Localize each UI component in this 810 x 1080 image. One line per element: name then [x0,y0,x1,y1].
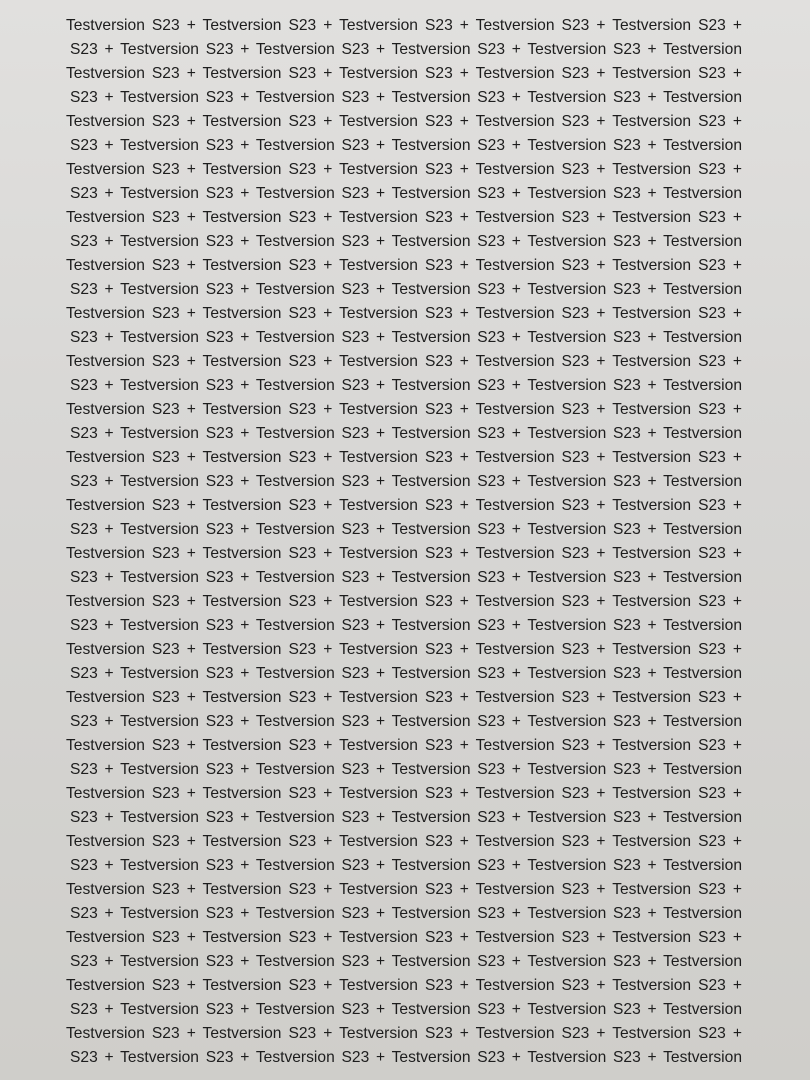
text-line: S23 + Testversion S23 + Testversion S23 + Testversion S23 + Testversion S23 + Testversion [70,377,742,394]
text-line: Testversion S23 + Testversion S23 + Testversion S23 + Testversion S23 + Testversion S23 + [66,401,742,418]
text-line: Testversion S23 + Testversion S23 + Testversion S23 + Testversion S23 + Testversion S23 + [66,737,742,754]
text-line: S23 + Testversion S23 + Testversion S23 + Testversion S23 + Testversion S23 + Testversion [70,569,742,586]
text-line: Testversion S23 + Testversion S23 + Testversion S23 + Testversion S23 + Testversion S23 + [66,113,742,130]
text-line: S23 + Testversion S23 + Testversion S23 + Testversion S23 + Testversion S23 + Testversion [70,1001,742,1018]
text-line: S23 + Testversion S23 + Testversion S23 + Testversion S23 + Testversion S23 + Testversion [70,1049,742,1066]
text-line: Testversion S23 + Testversion S23 + Testversion S23 + Testversion S23 + Testversion S23 + [66,785,742,802]
text-line: Testversion S23 + Testversion S23 + Testversion S23 + Testversion S23 + Testversion S23 + [66,497,742,514]
text-line: S23 + Testversion S23 + Testversion S23 + Testversion S23 + Testversion S23 + Testversion [70,233,742,250]
text-line: S23 + Testversion S23 + Testversion S23 + Testversion S23 + Testversion S23 + Testversion [70,857,742,874]
text-line: S23 + Testversion S23 + Testversion S23 + Testversion S23 + Testversion S23 + Testversion [70,425,742,442]
text-line: S23 + Testversion S23 + Testversion S23 + Testversion S23 + Testversion S23 + Testversion [70,473,742,490]
text-line: Testversion S23 + Testversion S23 + Testversion S23 + Testversion S23 + Testversion S23 + [66,929,742,946]
text-line: S23 + Testversion S23 + Testversion S23 + Testversion S23 + Testversion S23 + Testversion [70,521,742,538]
text-line: Testversion S23 + Testversion S23 + Testversion S23 + Testversion S23 + Testversion S23 + [66,353,742,370]
text-line: S23 + Testversion S23 + Testversion S23 + Testversion S23 + Testversion S23 + Testversion [70,809,742,826]
text-line: Testversion S23 + Testversion S23 + Testversion S23 + Testversion S23 + Testversion S23 + [66,1025,742,1042]
text-line: S23 + Testversion S23 + Testversion S23 + Testversion S23 + Testversion S23 + Testversion [70,137,742,154]
text-line: Testversion S23 + Testversion S23 + Testversion S23 + Testversion S23 + Testversion S23 + [66,977,742,994]
text-line: S23 + Testversion S23 + Testversion S23 + Testversion S23 + Testversion S23 + Testversion [70,953,742,970]
text-line: Testversion S23 + Testversion S23 + Testversion S23 + Testversion S23 + Testversion S23 + [66,65,742,82]
text-line: Testversion S23 + Testversion S23 + Testversion S23 + Testversion S23 + Testversion S23 + [66,209,742,226]
text-line: Testversion S23 + Testversion S23 + Testversion S23 + Testversion S23 + Testversion S23 + [66,689,742,706]
text-line: Testversion S23 + Testversion S23 + Testversion S23 + Testversion S23 + Testversion S23 + [66,17,742,34]
text-line: Testversion S23 + Testversion S23 + Testversion S23 + Testversion S23 + Testversion S23 + [66,833,742,850]
text-line: S23 + Testversion S23 + Testversion S23 + Testversion S23 + Testversion S23 + Testversion [70,185,742,202]
repeated-text-block [66,14,742,1070]
text-line: S23 + Testversion S23 + Testversion S23 + Testversion S23 + Testversion S23 + Testversion [70,617,742,634]
text-line: Testversion S23 + Testversion S23 + Testversion S23 + Testversion S23 + Testversion S23 + [66,305,742,322]
text-line: S23 + Testversion S23 + Testversion S23 + Testversion S23 + Testversion S23 + Testversion [70,665,742,682]
text-line: S23 + Testversion S23 + Testversion S23 + Testversion S23 + Testversion S23 + Testversion [70,329,742,346]
text-line: Testversion S23 + Testversion S23 + Testversion S23 + Testversion S23 + Testversion S23 + [66,449,742,466]
text-line: S23 + Testversion S23 + Testversion S23 + Testversion S23 + Testversion S23 + Testversion [70,281,742,298]
text-line: Testversion S23 + Testversion S23 + Testversion S23 + Testversion S23 + Testversion S23 + [66,161,742,178]
text-line: S23 + Testversion S23 + Testversion S23 + Testversion S23 + Testversion S23 + Testversion [70,89,742,106]
text-line: S23 + Testversion S23 + Testversion S23 + Testversion S23 + Testversion S23 + Testversion [70,761,742,778]
text-line: Testversion S23 + Testversion S23 + Testversion S23 + Testversion S23 + Testversion S23 + [66,593,742,610]
text-line: S23 + Testversion S23 + Testversion S23 + Testversion S23 + Testversion S23 + Testversion [70,905,742,922]
text-line: S23 + Testversion S23 + Testversion S23 + Testversion S23 + Testversion S23 + Testversion [70,713,742,730]
text-line: Testversion S23 + Testversion S23 + Testversion S23 + Testversion S23 + Testversion S23 + [66,881,742,898]
text-line: S23 + Testversion S23 + Testversion S23 + Testversion S23 + Testversion S23 + Testversion [70,41,742,58]
text-line: Testversion S23 + Testversion S23 + Testversion S23 + Testversion S23 + Testversion S23 + [66,545,742,562]
text-line: Testversion S23 + Testversion S23 + Testversion S23 + Testversion S23 + Testversion S23 + [66,257,742,274]
text-line: Testversion S23 + Testversion S23 + Testversion S23 + Testversion S23 + Testversion S23 + [66,641,742,658]
